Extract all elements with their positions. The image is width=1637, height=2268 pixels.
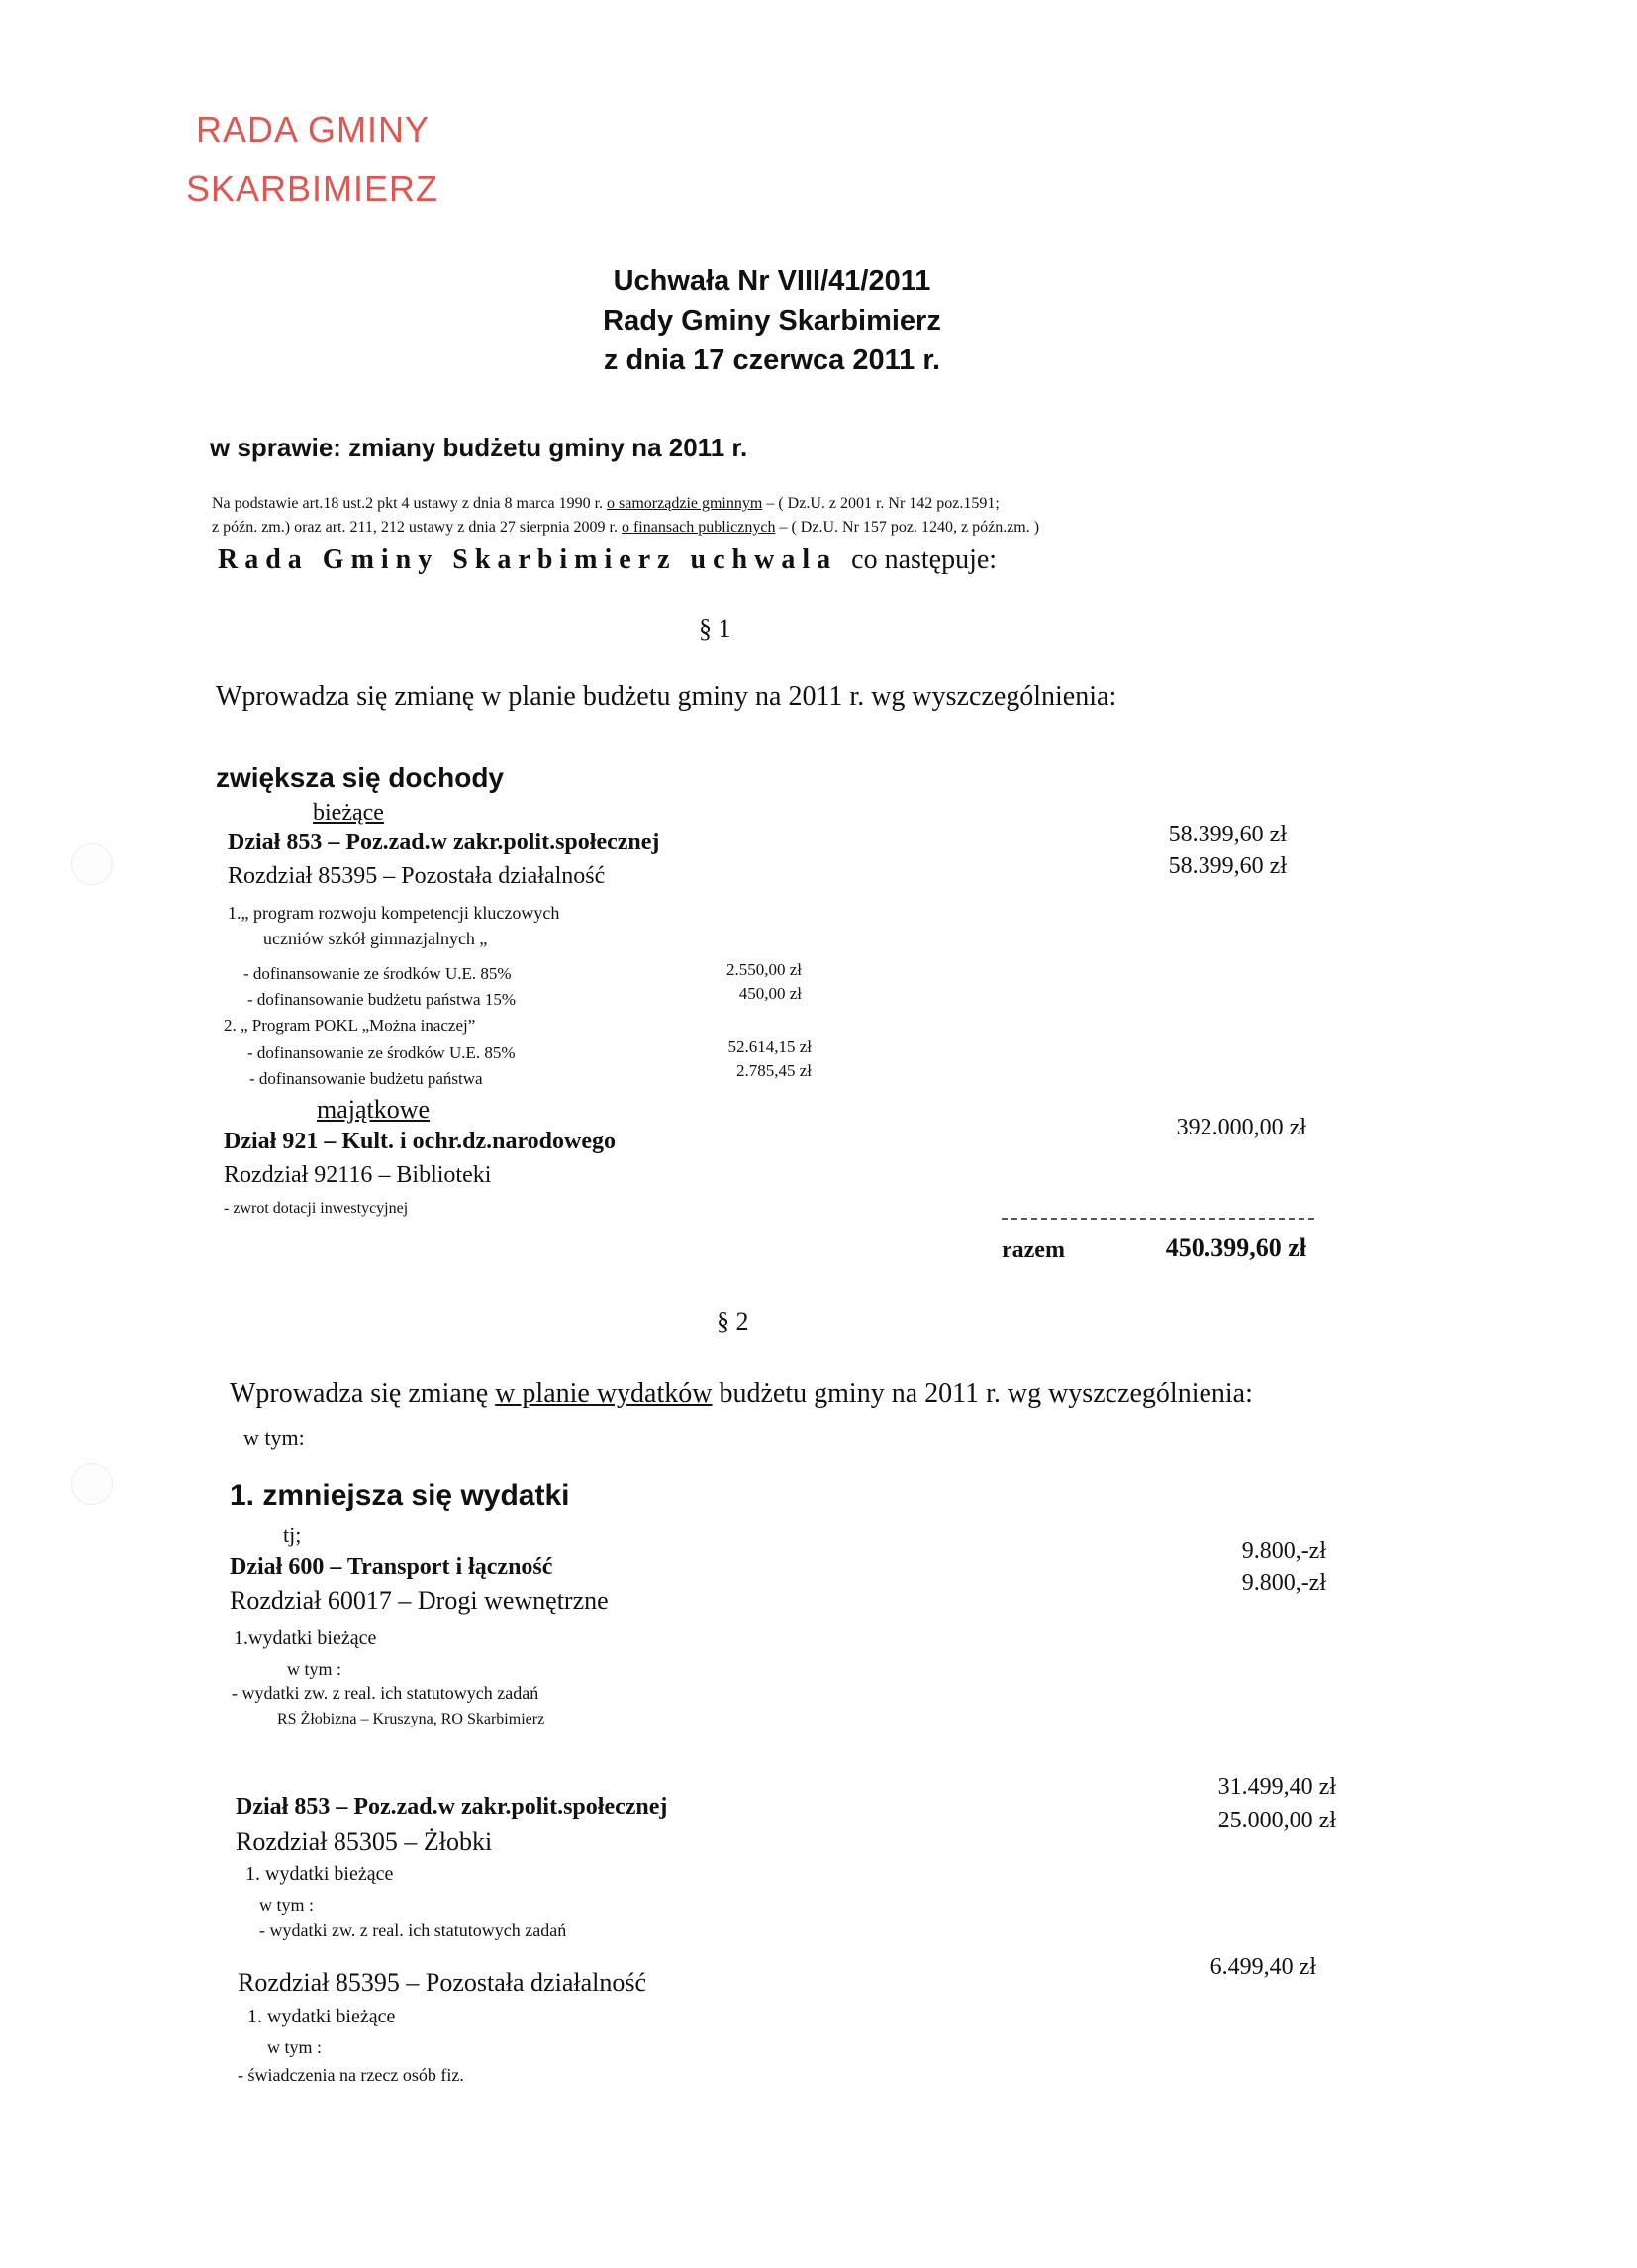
program-2-title: 2. „ Program POKL „Można inaczej” [224, 1016, 476, 1035]
council-stamp-line2: SKARBIMIERZ [186, 168, 439, 209]
expenditure-decrease-heading: 1. zmniejsza się wydatki [230, 1479, 570, 1512]
chapter-85395-amount: 58.399,60 zł [1168, 853, 1287, 879]
paragraph-2-intro-text: Wprowadza się zmianę [230, 1378, 496, 1409]
statutory-tasks-1: - wydatki zw. z real. ich statutowych zadań [232, 1683, 539, 1703]
wtym-1: w tym : [287, 1659, 342, 1679]
program-1-state-label: - dofinansowanie budżetu państwa 15% [247, 990, 516, 1009]
wtym-2: w tym : [259, 1895, 315, 1915]
benefits-individuals: - świadczenia na rzecz osób fiz. [238, 2065, 464, 2085]
resolves-rest: co następuje: [851, 544, 998, 575]
current-income-label: bieżące [313, 800, 384, 826]
capital-income-label: majątkowe [317, 1095, 431, 1124]
paragraph-2-intro [230, 1378, 1253, 1410]
section-600-label: Dział 600 – Transport i łączność [230, 1554, 553, 1580]
section-853-exp-label: Dział 853 – Poz.zad.w zakr.polit.społecznej [236, 1794, 668, 1820]
resolution-date: z dnia 17 czerwca 2011 r. [603, 345, 941, 376]
income-increase-heading: zwiększa się dochody [216, 762, 504, 793]
legal-basis-text: – ( Dz.U. z 2001 r. Nr 142 poz.1591; [762, 495, 1000, 512]
paragraph-2-intro-text: budżetu gminy na 2011 r. wg wyszczególnienia: [712, 1378, 1253, 1409]
legal-basis-text: – ( Dz.U. Nr 157 poz. 1240, z późn.zm. ) [775, 519, 1040, 536]
punch-hole-top [71, 843, 113, 885]
chapter-85395-exp-amount: 6.499,40 zł [1209, 1954, 1316, 1980]
section-921-amount: 392.000,00 zł [1176, 1115, 1306, 1140]
program-1-eu-amount: 2.550,00 zł [725, 960, 802, 979]
paragraph-2-wtym: w tym: [243, 1426, 305, 1450]
chapter-60017-amount: 9.800,-zł [1241, 1570, 1326, 1596]
council-stamp-line1: RADA GMINY [196, 109, 431, 149]
legal-basis-text: z późn. zm.) oraz art. 211, 212 ustawy z dnia 27 sierpnia 2009 r. [212, 519, 622, 536]
income-total-amount: 450.399,60 zł [1165, 1233, 1306, 1262]
legal-act-reference: o samorządzie gminnym [607, 495, 763, 512]
resolves-spaced: Rada Gminy Skarbimierz uchwala [218, 544, 838, 575]
section-600-amount: 9.800,-zł [1241, 1538, 1326, 1564]
program-1-eu-label: - dofinansowanie ze środków U.E. 85% [243, 964, 512, 983]
program-2-eu-label: - dofinansowanie ze środków U.E. 85% [247, 1043, 516, 1062]
section-853-amount: 58.399,60 zł [1168, 822, 1287, 847]
section-853-label: Dział 853 – Poz.zad.w zakr.polit.społecznej [228, 830, 660, 855]
legal-act-reference: o finansach publicznych [621, 519, 776, 536]
income-total-label: razem [1002, 1237, 1065, 1263]
statutory-units: RS Żłobizna – Kruszyna, RO Skarbimierz [277, 1711, 545, 1727]
tj-label: tj; [283, 1523, 302, 1547]
program-1-title: 1.„ program rozwoju kompetencji kluczowych [228, 903, 560, 923]
paragraph-1-intro: Wprowadza się zmianę w planie budżetu gminy na 2011 r. wg wyszczególnienia: [216, 681, 1117, 712]
resolution-number: Uchwała Nr VIII/41/2011 [613, 265, 931, 297]
resolves-line [218, 544, 997, 576]
legal-basis-line1 [212, 495, 1000, 513]
program-2-eu-amount: 52.614,15 zł [727, 1037, 812, 1056]
expenditure-plan-reference: w planie wydatków [495, 1378, 713, 1409]
statutory-tasks-2: - wydatki zw. z real. ich statutowych zadań [259, 1921, 567, 1940]
investment-grant-return: - zwrot dotacji inwestycyjnej [224, 1200, 409, 1217]
section-853-exp-amount: 31.499,40 zł [1217, 1774, 1336, 1800]
program-1-title-cont: uczniów szkół gimnazjalnych „ [263, 929, 488, 948]
paragraph-2-sign: § 2 [717, 1307, 749, 1335]
resolution-subject: w sprawie: zmiany budżetu gminy na 2011 r. [210, 433, 748, 462]
current-expenditure-2: 1. wydatki bieżące [245, 1863, 394, 1885]
punch-hole-bottom [71, 1463, 113, 1505]
program-2-state-label: - dofinansowanie budżetu państwa [249, 1069, 483, 1088]
chapter-60017-label: Rozdział 60017 – Drogi wewnętrzne [230, 1586, 609, 1615]
total-separator [1002, 1218, 1314, 1220]
resolution-body: Rady Gminy Skarbimierz [603, 305, 941, 337]
current-expenditure-3: 1. wydatki bieżące [247, 2006, 396, 2027]
program-1-state-amount: 450,00 zł [738, 984, 802, 1003]
legal-basis-text: Na podstawie art.18 ust.2 pkt 4 ustawy z dnia 8 marca 1990 r. [212, 495, 608, 512]
current-expenditure-1: 1.wydatki bieżące [234, 1627, 377, 1649]
program-2-state-amount: 2.785,45 zł [735, 1061, 812, 1080]
chapter-85305-label: Rozdział 85305 – Żłobki [236, 1827, 493, 1856]
paragraph-1-sign: § 1 [699, 614, 731, 642]
section-921-label: Dział 921 – Kult. i ochr.dz.narodowego [224, 1129, 617, 1154]
chapter-85305-amount: 25.000,00 zł [1217, 1808, 1336, 1833]
chapter-92116-label: Rozdział 92116 – Biblioteki [224, 1162, 492, 1188]
chapter-85395-exp-label: Rozdział 85395 – Pozostała działalność [238, 1968, 647, 1997]
legal-basis-line2 [212, 519, 1039, 537]
wtym-3: w tym : [267, 2037, 323, 2057]
chapter-85395-label: Rozdział 85395 – Pozostała działalność [228, 863, 606, 889]
